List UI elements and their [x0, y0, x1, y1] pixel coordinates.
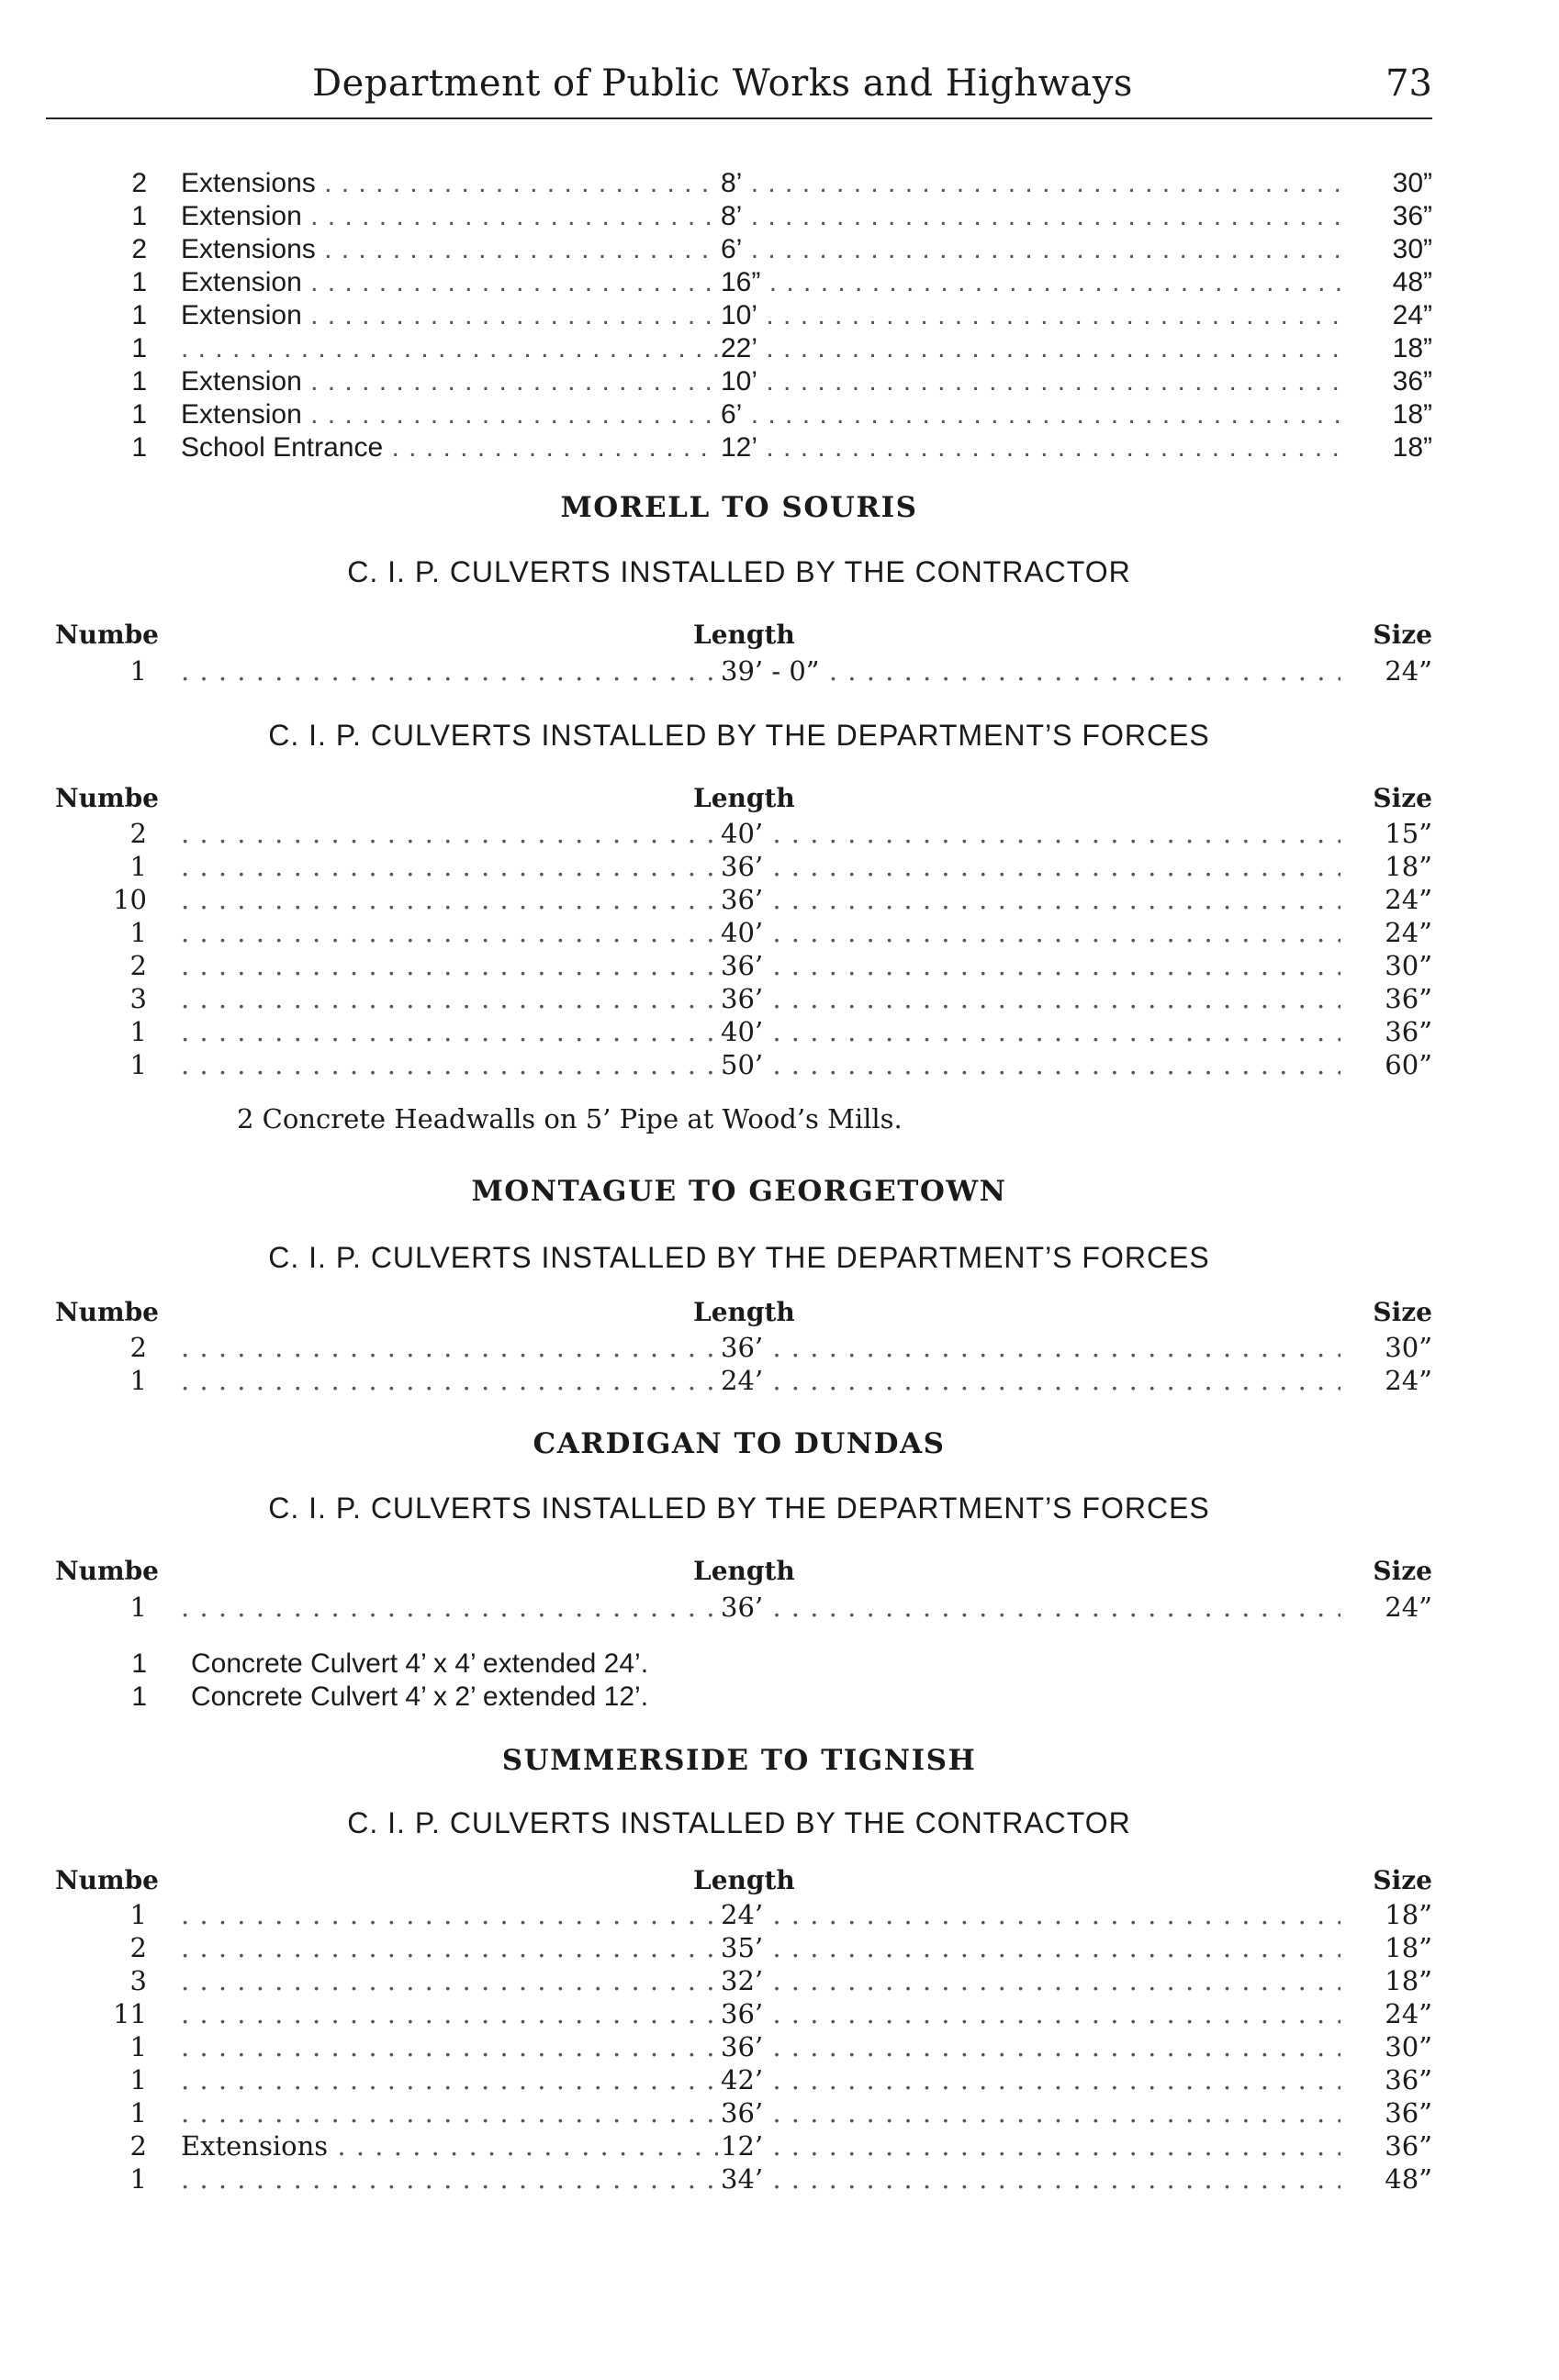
section-title-montague: MONTAGUE TO GEORGETOWN [471, 1175, 1007, 1208]
row-size: 24” [1385, 1592, 1432, 1623]
table-row [46, 1015, 1432, 1048]
row-length: 36’ . . . [721, 1997, 1340, 2030]
row-description [181, 1964, 718, 1997]
header-size: Size [1373, 783, 1432, 813]
row-description: Extension . . . [181, 299, 718, 332]
row-length: 36’ . . . [721, 1331, 1340, 1364]
row-description [181, 1997, 718, 2030]
row-number: 1 [129, 2031, 147, 2062]
page-header [46, 55, 1432, 110]
row-size: 15” [1385, 818, 1432, 849]
row-number: 1 [129, 1016, 147, 1047]
note-headwalls: 2 Concrete Headwalls on 5’ Pipe at Wood’s Mills. [237, 1103, 903, 1134]
row-description: Extension . . . [181, 398, 718, 431]
list-item [46, 1681, 1432, 1714]
note-text: Concrete Culvert 4’ x 4’ extended 24’. [191, 1648, 649, 1679]
row-number: 1 [129, 1592, 147, 1623]
row-length: 36’ . . . [721, 1591, 1340, 1624]
row-length: 40’ . . . [721, 916, 1340, 949]
row-size: 30” [1385, 950, 1432, 981]
row-number: 2 [131, 168, 147, 198]
subtitle-morell-contractor: C. I. P. CULVERTS INSTALLED BY THE CONTRACTOR [347, 555, 1131, 588]
row-length: 16” . . . [721, 266, 1340, 299]
table-row [46, 332, 1432, 365]
row-number: 11 [113, 1998, 147, 2029]
table-row [46, 949, 1432, 982]
table-row [46, 299, 1432, 332]
row-number: 1 [131, 333, 147, 363]
row-description [181, 817, 718, 850]
row-number: 1 [131, 267, 147, 297]
header-number: Numbe [55, 1297, 159, 1327]
row-length: 34’ . . . [721, 2162, 1340, 2196]
row-description [181, 883, 718, 916]
row-length: 10’ . . . [721, 365, 1340, 398]
row-number: 10 [113, 884, 147, 915]
row-size: 24” [1385, 884, 1432, 915]
page-number: 73 [1385, 62, 1432, 105]
header-length: Length [693, 1865, 795, 1895]
row-description: Extension . . . [181, 266, 718, 299]
row-size: 36” [1385, 1016, 1432, 1047]
row-length: 40’ . . . [721, 1015, 1340, 1048]
row-description: Extension . . . [181, 200, 718, 233]
row-number: 1 [131, 399, 147, 430]
row-description [181, 2162, 718, 2196]
row-size: 18” [1392, 333, 1432, 363]
column-headers [46, 783, 1432, 816]
row-description [181, 2030, 718, 2063]
row-number: 1 [129, 917, 147, 948]
row-number: 2 [129, 950, 147, 981]
row-size: 36” [1385, 983, 1432, 1014]
header-size: Size [1373, 1556, 1432, 1586]
header-number: Numbe [55, 783, 159, 813]
row-number: 1 [129, 1365, 147, 1396]
row-size: 36” [1385, 2130, 1432, 2162]
row-size: 18” [1392, 399, 1432, 430]
row-length: 24’ . . . [721, 1364, 1340, 1397]
subtitle-cardigan: C. I. P. CULVERTS INSTALLED BY THE DEPARTMENT’S FORCES [268, 1492, 1210, 1525]
table-row [46, 431, 1432, 464]
table-row [46, 1898, 1432, 1931]
row-number: 1 [129, 2163, 147, 2195]
subtitle-montague: C. I. P. CULVERTS INSTALLED BY THE DEPARTMENT’S FORCES [268, 1241, 1210, 1274]
row-length: 36’ . . . [721, 982, 1340, 1015]
row-size: 24” [1385, 1365, 1432, 1396]
row-length: 12’ . . . [721, 431, 1340, 464]
row-description: Extensions . . . [181, 167, 718, 200]
row-size: 36” [1392, 366, 1432, 397]
row-description [181, 1048, 718, 1081]
row-description [181, 654, 718, 687]
table-row [46, 1364, 1432, 1397]
row-size: 30” [1392, 168, 1432, 198]
header-number: Numbe [55, 1865, 159, 1895]
row-number: 2 [129, 1932, 147, 1963]
row-size: 18” [1385, 1932, 1432, 1963]
table-row [46, 365, 1432, 398]
row-length: 12’ . . . [721, 2129, 1340, 2162]
table-row [46, 2030, 1432, 2063]
row-number: 1 [131, 300, 147, 330]
row-length: 36’ . . . [721, 2096, 1340, 2129]
row-description [181, 982, 718, 1015]
row-number: 1 [129, 1049, 147, 1080]
table-row [46, 654, 1432, 687]
row-number: 2 [129, 818, 147, 849]
table-row [46, 233, 1432, 266]
list-item [46, 1648, 1432, 1681]
row-number: 1 [129, 655, 147, 687]
row-length: 6’ . . . [721, 398, 1340, 431]
row-size: 36” [1385, 2097, 1432, 2129]
row-size: 24” [1385, 1998, 1432, 2029]
row-size: 18” [1392, 432, 1432, 463]
header-length: Length [693, 1556, 795, 1586]
row-number: 2 [129, 1332, 147, 1363]
subtitle-morell-forces: C. I. P. CULVERTS INSTALLED BY THE DEPARTMENT’S FORCES [268, 719, 1210, 752]
row-size: 18” [1385, 1899, 1432, 1930]
row-number: 1 [129, 1899, 147, 1930]
row-description [181, 332, 718, 365]
row-length: 40’ . . . [721, 817, 1340, 850]
header-size: Size [1373, 1865, 1432, 1895]
table-row [46, 916, 1432, 949]
row-number: 1 [129, 2097, 147, 2129]
row-description: School Entrance . . . [181, 431, 718, 464]
row-size: 48” [1385, 2163, 1432, 2195]
section-title-morell: MORELL TO SOURIS [560, 491, 918, 524]
row-description: Extensions . . . [181, 2129, 718, 2162]
table-row [46, 1997, 1432, 2030]
note-text: Concrete Culvert 4’ x 2’ extended 12’. [191, 1682, 649, 1712]
note-number: 1 [131, 1682, 147, 1712]
column-headers [46, 1556, 1432, 1589]
header-length: Length [693, 783, 795, 813]
table-row [46, 1048, 1432, 1081]
row-size: 36” [1385, 2064, 1432, 2095]
row-length: 36’ . . . [721, 850, 1340, 883]
row-number: 1 [131, 366, 147, 397]
row-number: 1 [131, 201, 147, 231]
header-size: Size [1373, 1297, 1432, 1327]
header-rule [46, 117, 1432, 119]
header-number: Numbe [55, 1556, 159, 1586]
row-number: 3 [129, 1965, 147, 1996]
row-description [181, 1364, 718, 1397]
column-headers [46, 1297, 1432, 1330]
row-length: 35’ . . . [721, 1931, 1340, 1964]
row-description: Extension . . . [181, 365, 718, 398]
row-length: 50’ . . . [721, 1048, 1340, 1081]
row-length: 39’ - 0” . . . [721, 654, 1340, 687]
row-number: 2 [129, 2130, 147, 2162]
row-description [181, 1898, 718, 1931]
row-length: 24’ . . . [721, 1898, 1340, 1931]
row-length: 36’ . . . [721, 883, 1340, 916]
row-size: 18” [1385, 1965, 1432, 1996]
row-description [181, 1015, 718, 1048]
row-number: 1 [129, 2064, 147, 2095]
table-row [46, 266, 1432, 299]
row-size: 36” [1392, 201, 1432, 231]
row-size: 24” [1392, 300, 1432, 330]
row-length: 36’ . . . [721, 949, 1340, 982]
subtitle-summerside: C. I. P. CULVERTS INSTALLED BY THE CONTRACTOR [347, 1806, 1131, 1839]
row-description [181, 1591, 718, 1624]
row-description [181, 1931, 718, 1964]
table-row [46, 1331, 1432, 1364]
page-title: Department of Public Works and Highways [312, 62, 1133, 105]
table-row [46, 2162, 1432, 2196]
row-description [181, 916, 718, 949]
section-title-cardigan: CARDIGAN TO DUNDAS [533, 1427, 946, 1460]
row-length: 6’ . . . [721, 233, 1340, 266]
table-row [46, 2096, 1432, 2129]
column-headers [46, 1865, 1432, 1898]
table-row [46, 1964, 1432, 1997]
table-row [46, 883, 1432, 916]
row-description [181, 2063, 718, 2096]
table-row [46, 1931, 1432, 1964]
header-length: Length [693, 620, 795, 650]
row-size: 18” [1385, 851, 1432, 882]
header-number: Numbe [55, 620, 159, 650]
row-description [181, 1331, 718, 1364]
note-number: 1 [131, 1648, 147, 1679]
table-row [46, 398, 1432, 431]
row-description [181, 850, 718, 883]
row-size: 60” [1385, 1049, 1432, 1080]
table-row [46, 850, 1432, 883]
row-size: 30” [1392, 234, 1432, 264]
row-description: Extensions . . . [181, 233, 718, 266]
row-number: 1 [129, 851, 147, 882]
header-size: Size [1373, 620, 1432, 650]
table-row [46, 2129, 1432, 2162]
row-description [181, 2096, 718, 2129]
row-number: 1 [131, 432, 147, 463]
row-length: 10’ . . . [721, 299, 1340, 332]
table-row [46, 982, 1432, 1015]
row-size: 48” [1392, 267, 1432, 297]
row-number: 2 [131, 234, 147, 264]
table-row [46, 167, 1432, 200]
row-number: 3 [129, 983, 147, 1014]
header-length: Length [693, 1297, 795, 1327]
section-title-summerside: SUMMERSIDE TO TIGNISH [501, 1744, 977, 1777]
column-headers [46, 620, 1432, 653]
row-length: 8’ . . . [721, 167, 1340, 200]
row-size: 24” [1385, 655, 1432, 687]
table-row [46, 2063, 1432, 2096]
row-size: 30” [1385, 1332, 1432, 1363]
row-length: 42’ . . . [721, 2063, 1340, 2096]
row-length: 32’ . . . [721, 1964, 1340, 1997]
row-size: 24” [1385, 917, 1432, 948]
row-length: 22’ . . . [721, 332, 1340, 365]
table-row [46, 200, 1432, 233]
row-length: 36’ . . . [721, 2030, 1340, 2063]
row-description [181, 949, 718, 982]
table-row [46, 1591, 1432, 1624]
row-length: 8’ . . . [721, 200, 1340, 233]
table-row [46, 817, 1432, 850]
row-size: 30” [1385, 2031, 1432, 2062]
